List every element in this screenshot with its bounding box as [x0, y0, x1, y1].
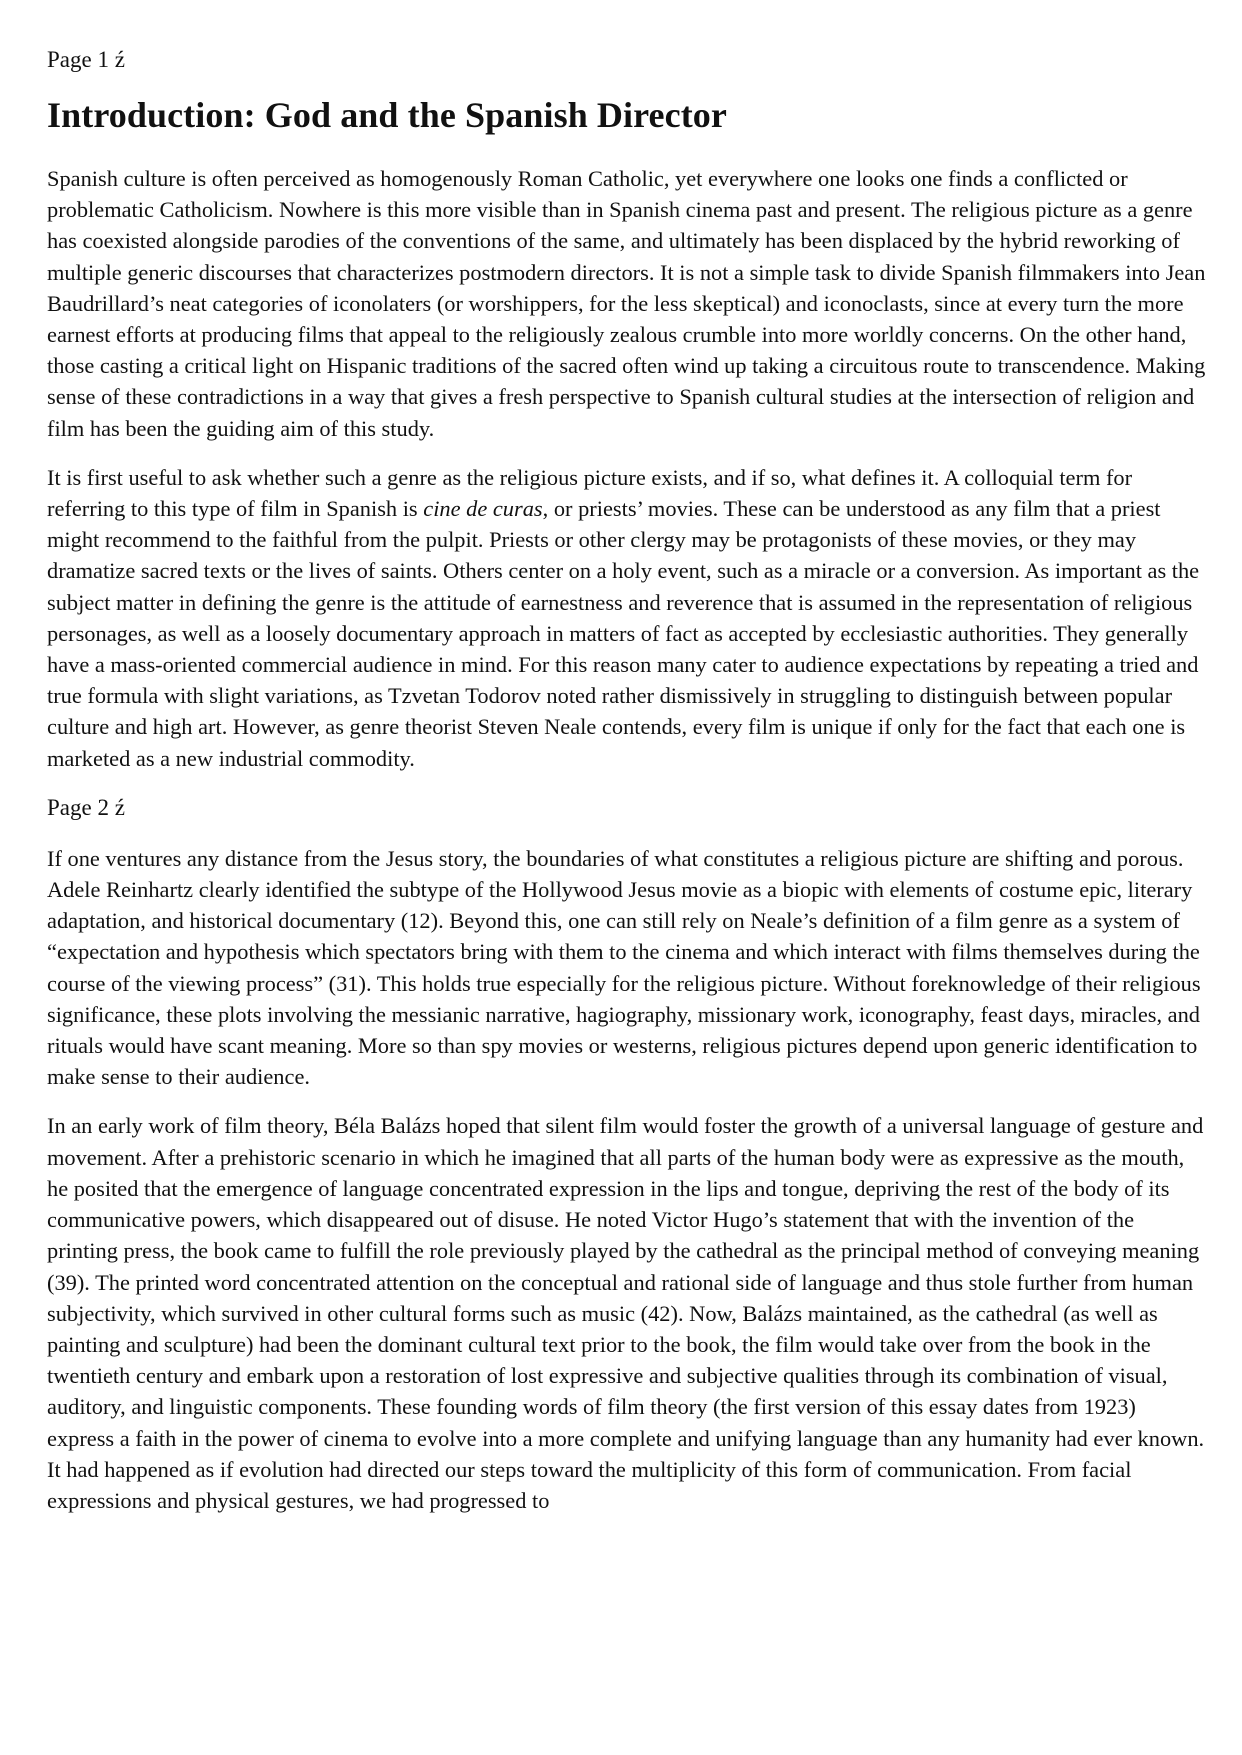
italic-term: cine de curas [423, 496, 543, 522]
page-2-marker: Page 2 ź [47, 794, 125, 820]
page-1-marker: Page 1 ź [47, 47, 125, 72]
paragraph-2-text-start: It is first useful to ask whether such a genre as the religious picture exists, and if so, what defines it. A colloquial term for referring to this type of film in Spanish is [47, 464, 1133, 522]
paragraph-3: If one ventures any distance from the Jesus story, the boundaries of what constitutes a religious picture are shifting and porous. Adele Reinhartz clearly identified the subtype of the Hollywood Jesus movie as a biopic with elements of costume epic, literary adaptation, and historical documentary (12). Beyond this, one can still rely on Neale’s definition of a film genre as a system of “expectation and hypothesis which spectators bring with them to the cinema and which interact with films themselves during the course of the viewing process” (31). This holds true especially for the religious picture. Without foreknowledge of their religious significance, these plots involving the messianic narrative, hagiography, missionary work, iconography, feast days, miracles, and rituals would have scant meaning. More so than spy movies or westerns, religious pictures depend upon generic identification to make sense to their audience. [47, 845, 1201, 1090]
paragraph-4: In an early work of film theory, Béla Balázs hoped that silent film would foster the growth of a universal language of gesture and movement. After a prehistoric scenario in which he imagined that all parts of the human body were as expressive as the mouth, he posited that the emergence of language concentrated expression in the lips and tongue, depriving the rest of the body of its communicative powers, which disappeared out of disuse. He noted Victor Hugo’s statement that with the invention of the printing press, the book came to fulfill the role previously played by the cathedral as the principal method of conveying meaning (39). The printed word concentrated attention on the conceptual and rational side of language and thus stole further from human subjectivity, which survived in other cultural forms such as music (42). Now, Balázs maintained, as the cathedral (as well as painting and sculpture) had been the dominant cultural text prior to the book, the film would take over from the book in the twentieth century and embark upon a restoration of lost expressive and subjective qualities through its combination of visual, auditory, and linguistic components. These founding words of film theory (the first version of this essay dates from 1923) express a faith in the power of cinema to evolve into a more complete and unifying language than any humanity had ever known. It had happened as if evolution had directed our steps toward the multiplicity of this form of communication. From facial expressions and physical gestures, we had progressed to [47, 1113, 1205, 1513]
chapter-title: Introduction: God and the Spanish Director [47, 95, 727, 135]
paragraph-1: Spanish culture is often perceived as homogenously Roman Catholic, yet everywhere one looks one finds a conflicted or problematic Catholicism. Nowhere is this more visible than in Spanish cinema past and present. The religious picture as a genre has coexisted alongside parodies of the conventions of the same, and ultimately has been displaced by the hybrid reworking of multiple generic discourses that characterizes postmodern directors. It is not a simple task to divide Spanish filmmakers into Jean Baudrillard’s neat categories of iconolaters (or worshippers, for the less skeptical) and iconoclasts, since at every turn the more earnest efforts at producing films that appeal to the religiously zealous crumble into more worldly concerns. On the other hand, those casting a critical light on Hispanic traditions of the sacred often wind up taking a circuitous route to transcendence. Making sense of these contradictions in a way that gives a fresh perspective to Spanish cultural studies at the intersection of religion and film has been the guiding aim of this study. [47, 166, 1206, 441]
paragraph-2 [47, 462, 1207, 774]
document-page [47, 44, 1207, 1534]
paragraph-2-text-end: , or priests’ movies. These can be understood as any film that a priest might recommend to the faithful from the pulpit. Priests or other clergy may be protagonists of these movies, or they may dramatize sacred texts or the lives of saints. Others center on a holy event, such as a miracle or a conversion. As important as the subject matter in defining the genre is the attitude of earnestness and reverence that is assumed in the representation of religious personages, as well as a loosely documentary approach in matters of fact as accepted by ecclesiastic authorities. They generally have a mass-oriented commercial audience in mind. For this reason many cater to audience expectations by repeating a tried and true formula with slight variations, as Tzvetan Todorov noted rather dismissively in struggling to distinguish between popular culture and high art. However, as genre theorist Steven Neale contends, every film is unique if only for the fact that each one is marketed as a new industrial commodity. [47, 496, 1200, 771]
